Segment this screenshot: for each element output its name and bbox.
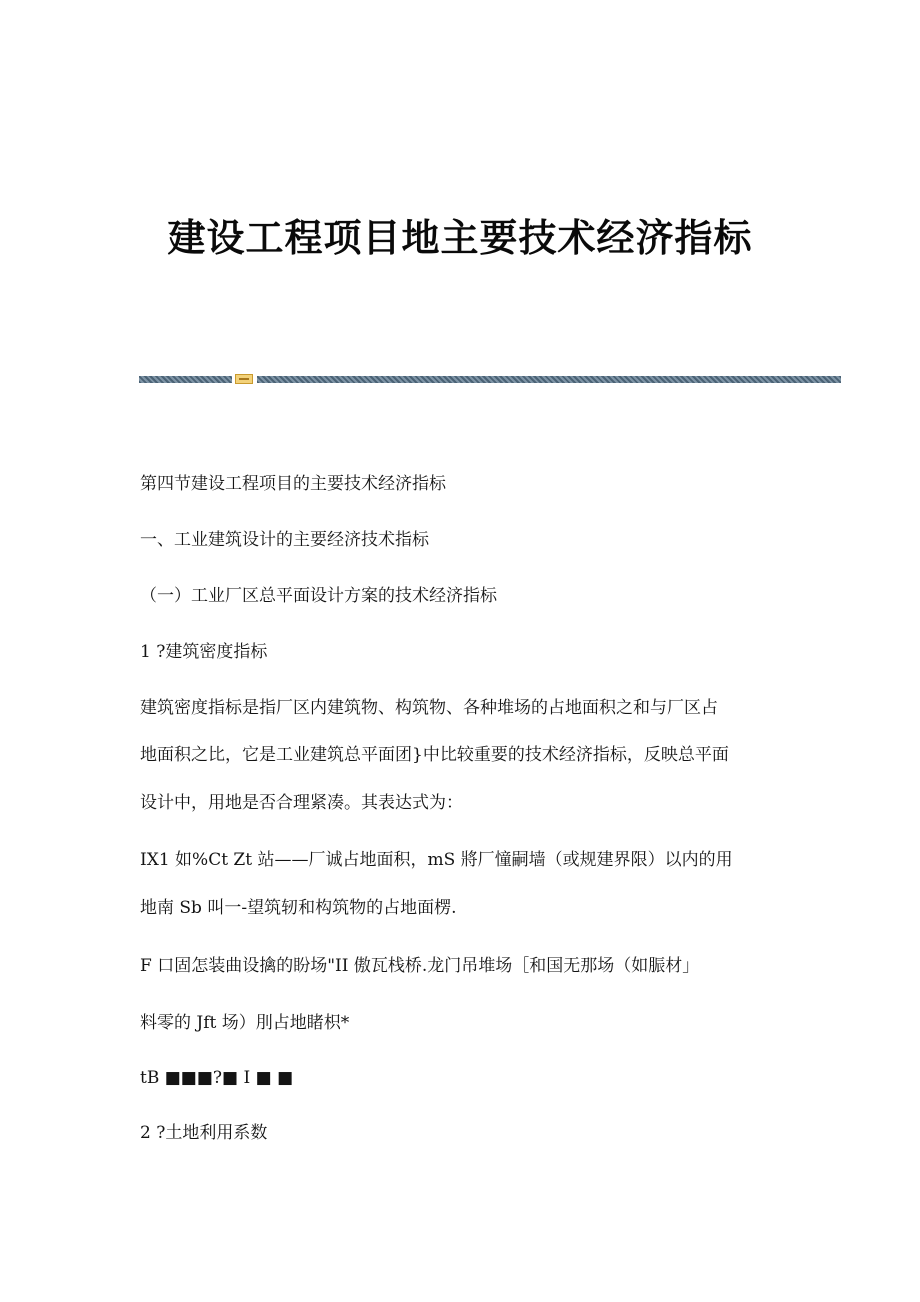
item-heading: 1 ?建筑密度指标 [140,642,268,662]
divider-bar-left [139,376,232,383]
paragraph-line: 建筑密度指标是指厂区内建筑物、构筑物、各种堆场的占地面积之和与厂区占 [140,698,718,718]
section-heading: 第四节建设工程项目的主要技术经济指标 [140,474,446,494]
formula-line: 料零的 Jft 场）刖占地睹枳* [140,1013,350,1033]
title-divider [139,374,841,384]
divider-ornament-icon [235,374,253,384]
document-title: 建设工程项目地主要技术经济指标 [167,216,753,260]
paragraph-line: 地面积之比，它是工业建筑总平面团}中比较重要的技术经济指标，反映总平面 [140,745,729,765]
paragraph-line: 设计中，用地是否合理紧凑。其表达式为： [140,793,463,813]
subsection-heading: 一、工业建筑设计的主要经济技术指标 [140,530,429,550]
formula-line: F 口固怎装曲设擒的盼场"II 傲瓦栈桥.龙门吊堆场［和国无那场（如脤材」 [140,956,700,976]
item-heading: 2 ?土地利用系数 [140,1123,268,1143]
formula-line: tB ■■■?■ I ■ ■ [140,1068,294,1088]
divider-bar-right [257,376,841,383]
formula-line: IX1 如%Ct Zt 站——厂诚占地面积，mS 將厂憧嗣墙（或规建界限）以内的用 [140,850,733,870]
formula-line: 地南 Sb 叫一-望筑轫和构筑物的占地面楞. [140,898,457,918]
subsubsection-heading: （一）工业厂区总平面设计方案的技术经济指标 [140,586,497,606]
